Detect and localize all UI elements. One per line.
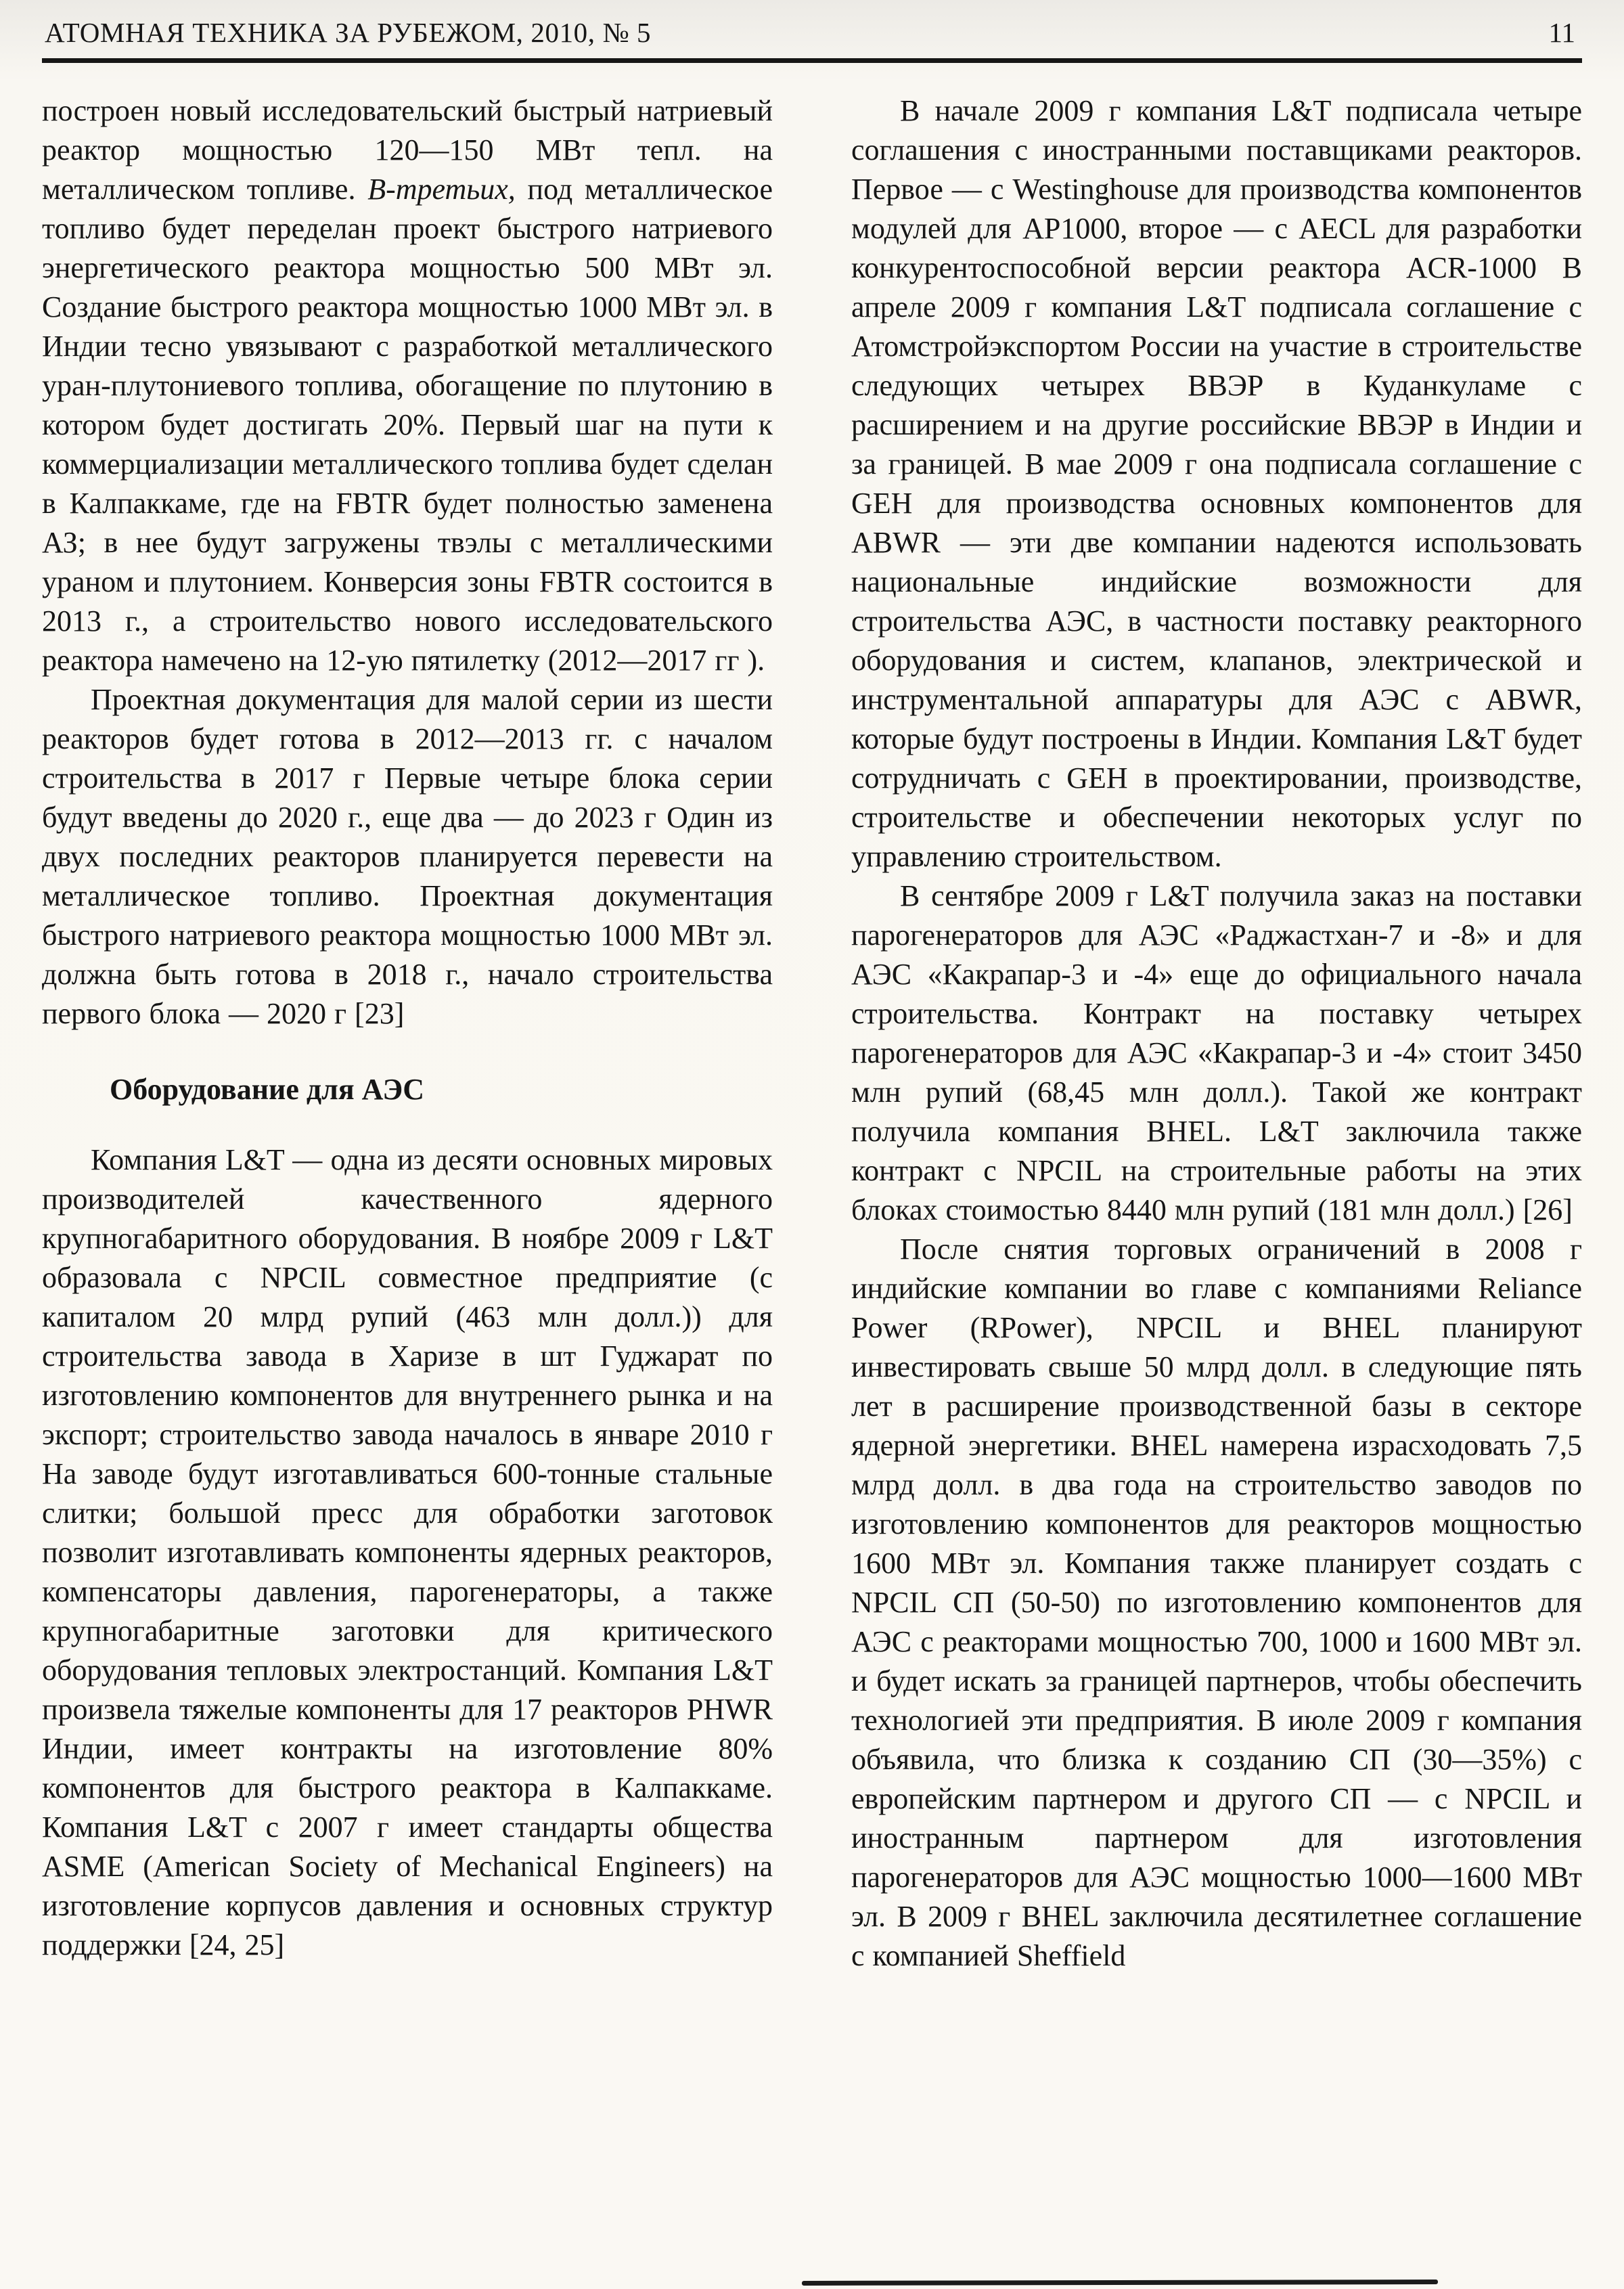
paragraph: После снятия торговых ограничений в 2008 г индийские компании во главе с компаниями Reliance Power (RPower), NPCIL и BHEL планируют инвестировать свыше 50 млрд долл. в следующие пять лет в расширение производственной базы в секторе ядерной энергетики. BHEL намерена израсходовать 7,5 млрд долл. в два года на строительство заводов по изготовлению компонентов для реакторов мощностью 1600 МВт эл. Компания также планирует создать с NPCIL СП (50-50) по изготовлению компонентов для АЭС с реакторами мощностью 700, 1000 и 1600 МВт эл. и будет искать за границей партнеров, чтобы обеспечить технологией эти предприятия. В июле 2009 г компания объявила, что близка к созданию СП (30—35%) с европейским партнером и другого СП — с NPCIL и иностранным партнером для изготовления парогенераторов для АЭС мощностью 1000—1600 МВт эл. В 2009 г BHEL заключила десятилетнее соглашение с компанией Sheffield — [851, 1232, 1582, 1972]
paragraph: В начале 2009 г компания L&T подписала четыре соглашения с иностранными поставщиками реакторов. Первое — с Westinghouse для производства компонентов модулей для AP1000, второе — с AECL для разработки конкурентоспособной версии реактора ACR-1000 В апреле 2009 г компания L&T подписала соглашение с Атомстройэкспортом России на участие в строительстве следующих четырех ВВЭР в Куданкуламе с расширением и на другие российские ВВЭР в Индии и за границей. В мае 2009 г она подписала соглашение с GEH для производства основных компонентов для ABWR — эти две компании надеются использовать национальные индийские возможности для строительства АЭС, в частности поставку реакторного оборудования и систем, клапанов, электрической и инструментальной аппаратуры для АЭС с ABWR, которые будут построены в Индии. Компания L&T будет сотрудничать с GEH в проектировании, производстве, строительстве и обеспечении некоторых услуг по управлению строительством. — [851, 94, 1583, 873]
scan-artifact-line — [802, 2280, 1438, 2286]
paragraph-text: под металлическое топливо будет переделан проект быстрого натриевого энергетического реактора мощностью 500 МВт эл. Создание быстрого реактора мощностью 1000 МВт эл. в Индии тесно увязывают с разработкой металлического уран-плутониевого топлива, обогащение по плутонию в котором будет достигать 20%. Первый шаг на пути к коммерциализации металлического топлива будет сделан в Калпаккаме, где на FBTR будет полностью заменена АЗ; в нее будут загружены твэлы с металлическими ураном и плутонием. Конверсия зоны FBTR состоится в 2013 г., а строительство нового исследовательского реактора намечено на 12-ую пятилетку (2012—2017 гг ). — [42, 173, 773, 677]
section-heading: Оборудование для АЭС — [110, 1073, 424, 1106]
page-number: 11 — [1548, 17, 1575, 48]
journal-title: АТОМНАЯ ТЕХНИКА ЗА РУБЕЖОМ, 2010, № 5 — [45, 17, 652, 48]
italic-phrase: В-третьих, — [367, 173, 516, 206]
paragraph: В сентябре 2009 г L&T получила заказ на поставки парогенераторов для АЭС «Раджастхан-7 и -8» и для АЭС «Какрапар-3 и -4» еще до официального начала строительства. Контракт на поставку четырех парогенераторов для АЭС «Какрапар-3 и -4» стоит 3450 млн рупий (68,45 млн долл.). Такой же контракт получила компания BHEL. L&T заключила также контракт с NPCIL на строительные работы на этих блоках стоимостью 8440 млн рупий (181 млн долл.) [26] — [851, 879, 1582, 1226]
left-column — [42, 91, 773, 1976]
journal-header — [42, 9, 1582, 63]
paragraph-continuation — [42, 91, 773, 680]
paragraph: Проектная документация для малой серии из шести реакторов будет готова в 2012—2013 гг. с началом строительства в 2017 г Первые четыре блока серии будут введены до 2020 г., еще два — до 2023 г Один из двух последних реакторов планируется перевести на металлическое топливо. Проектная документация быстрого натриевого реактора мощностью 1000 МВт эл. должна быть готова в 2018 г., начало строительства первого блока — 2020 г [23] — [42, 683, 773, 1030]
paragraph: Компания L&T — одна из десяти основных мировых производителей качественного ядерного крупногабаритного оборудования. В ноябре 2009 г L&T образовала с NPCIL совместное предприятие (с капиталом 20 млрд рупий (463 млн долл.)) для строительства завода в Харизе в шт Гуджарат по изготовлению компонентов для внутреннего рынка и на экспорт; строительство завода началось в январе 2010 г На заводе будут изготавливаться 600-тонные стальные слитки; большой пресс для обработки заготовок позволит изготавливать компоненты ядерных реакторов, компенсаторы давления, парогенераторы, а также крупногабаритные заготовки для критического оборудования тепловых электростанций. Компания L&T произвела тяжелые компоненты для 17 реакторов PHWR Индии, имеет контракты на изготовление 80% компонентов для быстрого реактора в Калпаккаме. Компания L&T с 2007 г имеет стандарты общества ASME (American Society of Mechanical Engineers) на изготовление корпусов давления и основных структур поддержки [24, 25] — [42, 1143, 773, 1961]
article-body — [42, 91, 1582, 1976]
right-column — [851, 91, 1582, 1976]
paragraph-text: построен новый исследовательский быстрый натриевый реактор мощностью 120—150 МВт тепл. на металлическом топливе. — [42, 94, 773, 206]
